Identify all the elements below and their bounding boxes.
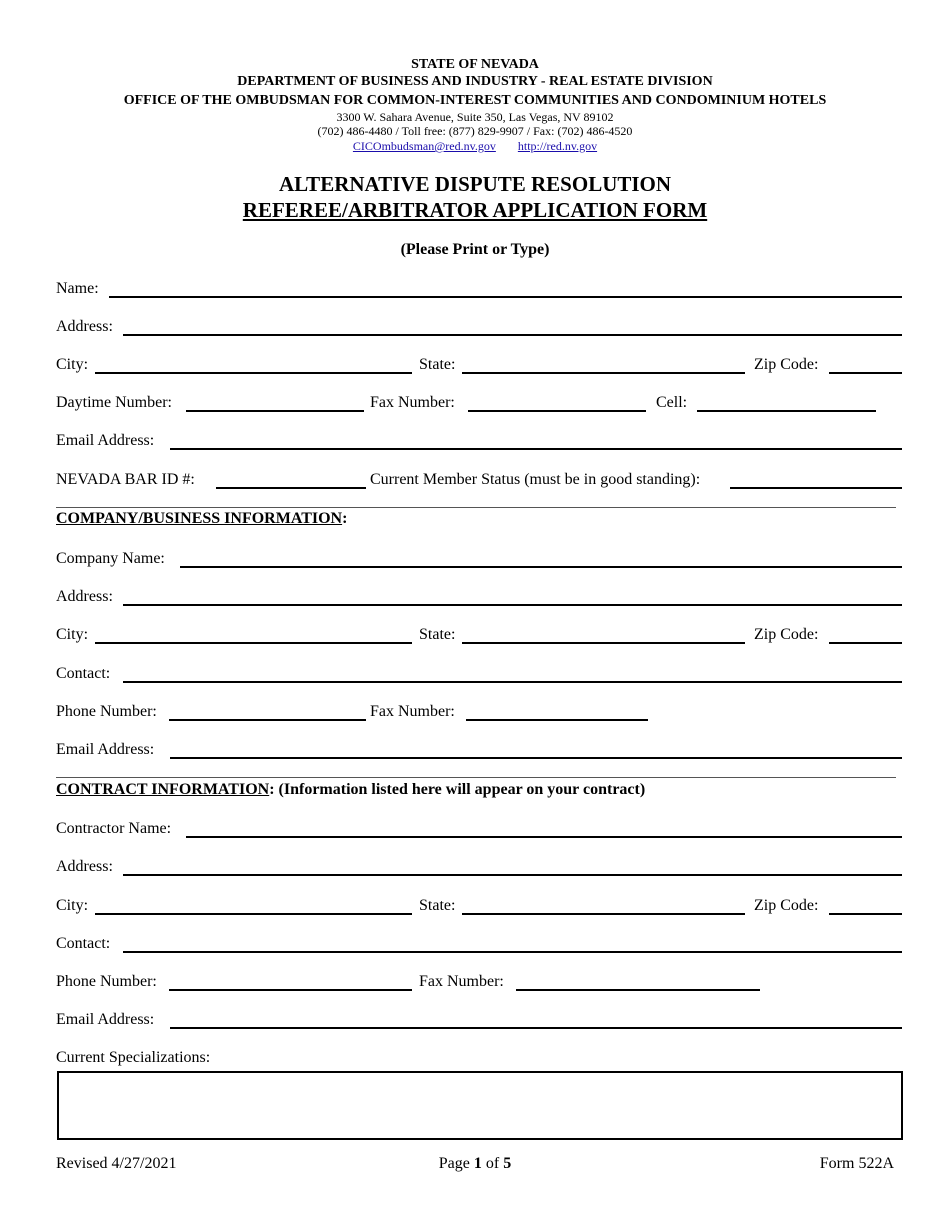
email-label: Email Address:: [56, 432, 155, 449]
contract-zip-field[interactable]: [829, 913, 902, 915]
agency-contact-links: [0, 139, 950, 153]
city-state-zip-row: [56, 355, 902, 377]
name-label: Name:: [56, 280, 99, 297]
contract-phone-label: Phone Number:: [56, 973, 157, 990]
city-label: City:: [56, 356, 89, 373]
company-name-label: Company Name:: [56, 550, 165, 567]
form-subtitle: (Please Print or Type): [400, 241, 550, 258]
company-city-field[interactable]: [95, 642, 412, 644]
company-zip-label: Zip Code:: [754, 626, 819, 643]
bar-id-label: NEVADA BAR ID #:: [56, 471, 195, 488]
form-title: ALTERNATIVE DISPUTE RESOLUTION: [278, 172, 672, 196]
cell-label: Cell:: [656, 394, 688, 411]
page-of: of: [485, 1155, 500, 1172]
contract-contact-row: [56, 934, 902, 956]
company-fax-field[interactable]: [466, 719, 648, 721]
company-zip-field[interactable]: [829, 642, 902, 644]
contract-state-field[interactable]: [462, 913, 745, 915]
email-link[interactable]: CICOmbudsman@red.nv.gov: [352, 139, 496, 153]
contract-address-row: [56, 857, 902, 879]
specializations-textarea[interactable]: [57, 1071, 903, 1140]
name-field[interactable]: [109, 296, 902, 298]
company-contact-label: Contact:: [56, 665, 111, 682]
section-divider: [56, 777, 896, 778]
daytime-number-label: Daytime Number:: [56, 394, 172, 411]
company-fax-label: Fax Number:: [370, 703, 455, 720]
agency-office: OFFICE OF THE OMBUDSMAN FOR COMMON-INTEREST COMMUNITIES AND CONDOMINIUM HOTELS: [123, 93, 827, 108]
contract-fax-field[interactable]: [516, 989, 760, 991]
company-phone-field[interactable]: [169, 719, 366, 721]
contract-heading-note: : (Information listed here will appear on your contract): [269, 781, 646, 798]
contract-heading-text: CONTRACT INFORMATION: [56, 781, 270, 798]
bar-id-row: [56, 470, 902, 492]
daytime-number-field[interactable]: [186, 410, 364, 412]
state-field[interactable]: [462, 372, 745, 374]
email-field[interactable]: [170, 448, 902, 450]
form-title-line2: REFEREE/ARBITRATOR APPLICATION FORM: [242, 198, 708, 222]
company-address-label: Address:: [56, 588, 113, 605]
company-contact-field[interactable]: [123, 681, 902, 683]
company-city-label: City:: [56, 626, 89, 643]
fax-number-field[interactable]: [468, 410, 646, 412]
company-phone-label: Phone Number:: [56, 703, 157, 720]
contractor-name-row: [56, 819, 902, 841]
agency-department: DEPARTMENT OF BUSINESS AND INDUSTRY - REAL ESTATE DIVISION: [237, 74, 713, 89]
member-status-field[interactable]: [730, 487, 902, 489]
phone-row: [56, 393, 902, 415]
agency-address: 3300 W. Sahara Avenue, Suite 350, Las Vegas, NV 89102: [336, 110, 614, 124]
page-number: [0, 1155, 950, 1173]
member-status-label: Current Member Status (must be in good standing):: [370, 471, 701, 488]
state-label: State:: [419, 356, 456, 373]
company-address-field[interactable]: [123, 604, 902, 606]
page-prefix: Page: [438, 1155, 470, 1172]
contract-address-label: Address:: [56, 858, 113, 875]
specializations-row: [56, 1048, 902, 1070]
contract-address-field[interactable]: [123, 874, 902, 876]
contract-phone-field[interactable]: [169, 989, 412, 991]
contract-city-field[interactable]: [95, 913, 412, 915]
company-name-field[interactable]: [180, 566, 902, 568]
company-state-label: State:: [419, 626, 456, 643]
contract-email-label: Email Address:: [56, 1011, 155, 1028]
contract-city-row: [56, 896, 902, 918]
agency-state: STATE OF NEVADA: [411, 57, 539, 72]
company-contact-row: [56, 664, 902, 686]
contract-fax-label: Fax Number:: [419, 973, 504, 990]
cell-field[interactable]: [697, 410, 876, 412]
contract-zip-label: Zip Code:: [754, 897, 819, 914]
contractor-name-field[interactable]: [186, 836, 902, 838]
page-total: 5: [503, 1155, 512, 1172]
website-link[interactable]: http://red.nv.gov: [517, 139, 598, 153]
bar-id-field[interactable]: [216, 487, 366, 489]
contract-phone-row: [56, 972, 902, 994]
contract-email-field[interactable]: [170, 1027, 902, 1029]
city-field[interactable]: [95, 372, 412, 374]
address-field[interactable]: [123, 334, 902, 336]
company-phone-row: [56, 702, 902, 724]
zip-field[interactable]: [829, 372, 902, 374]
company-email-field[interactable]: [170, 757, 902, 759]
specializations-label: Current Specializations:: [56, 1049, 211, 1066]
fax-number-label: Fax Number:: [370, 394, 455, 411]
company-state-field[interactable]: [462, 642, 745, 644]
contractor-name-label: Contractor Name:: [56, 820, 172, 837]
company-email-row: [56, 740, 902, 762]
contract-email-row: [56, 1010, 902, 1032]
email-row: [56, 431, 902, 453]
section-divider: [56, 507, 896, 508]
form-number: Form 522A: [819, 1155, 894, 1172]
company-heading-colon: :: [342, 510, 348, 527]
revision-date: Revised 4/27/2021: [56, 1155, 177, 1172]
agency-phones: (702) 486-4480 / Toll free: (877) 829-9907 / Fax: (702) 486-4520: [317, 124, 633, 138]
page-current: 1: [473, 1155, 482, 1172]
company-city-row: [56, 625, 902, 647]
address-row: [56, 317, 902, 339]
zip-label: Zip Code:: [754, 356, 819, 373]
company-address-row: [56, 587, 902, 609]
address-label: Address:: [56, 318, 113, 335]
contract-section-heading: [56, 781, 645, 799]
contract-contact-label: Contact:: [56, 935, 111, 952]
contract-city-label: City:: [56, 897, 89, 914]
company-section-heading: [56, 510, 347, 528]
contract-state-label: State:: [419, 897, 456, 914]
contract-contact-field[interactable]: [123, 951, 902, 953]
company-heading-text: COMPANY/BUSINESS INFORMATION: [56, 510, 343, 527]
company-email-label: Email Address:: [56, 741, 155, 758]
name-row: [56, 279, 902, 301]
company-name-row: [56, 549, 902, 571]
